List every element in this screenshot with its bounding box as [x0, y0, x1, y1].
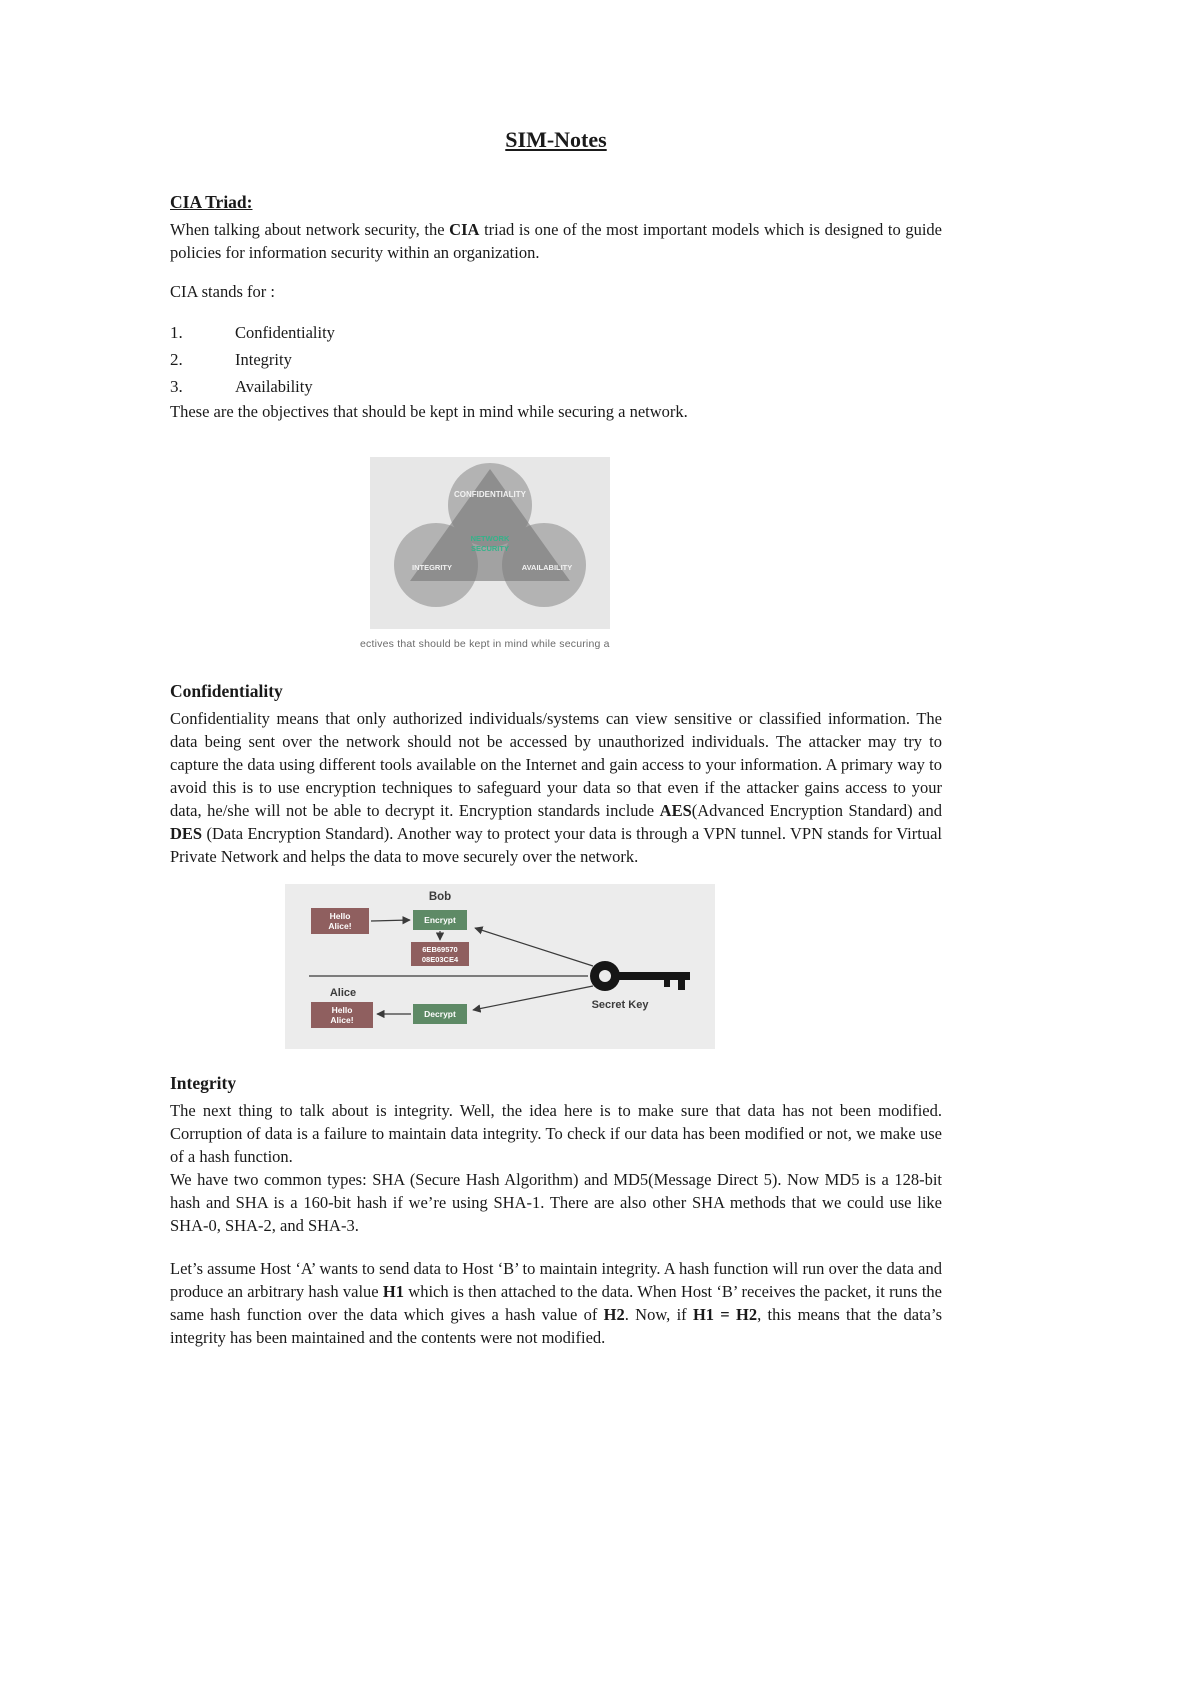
cia-closing-line: These are the objectives that should be kept in mind while securing a network. [170, 402, 688, 421]
bob-label: Bob [428, 891, 452, 903]
cia-stands-for-line: CIA stands for : [170, 282, 275, 301]
list-item-label: Availability [235, 377, 313, 396]
confidentiality-heading: Confidentiality [170, 681, 283, 701]
cia-triad-figure [360, 457, 610, 651]
encryption-diagram [285, 884, 715, 1049]
list-item [170, 373, 942, 400]
list-item-label: Integrity [235, 350, 292, 369]
list-item [170, 346, 942, 373]
confidentiality-paragraph: Confidentiality means that only authorized individuals/systems can view sensitive or classified information. The data being sent over the network should not be accessed by unauthorized individuals. The attacker may try to capture the data using different tools available on the Internet and gain access to your information. A primary way to avoid this is to use encryption techniques to safeguard your data so that even if the attacker gains access to your data, he/she will not be able to decrypt it. Encryption standards include AES(Advanced Encryption Standard) and DES (Data Encryption Standard). Another way to protect your data is through a VPN tunnel. VPN stands for Virtual Private Network and helps the data to move securely over the network. [170, 709, 943, 866]
cia-list [170, 319, 942, 400]
list-item-number: 3. [170, 377, 183, 396]
cia-intro-paragraph: When talking about network security, the CIA triad is one of the most important models which is designed to guide policies for information security within an organization. [170, 220, 942, 262]
ciphertext-line2: 08E03CE4 [421, 955, 459, 964]
triad-center-label-line2: SECURITY [471, 544, 509, 553]
triad-top-label: CONFIDENTIALITY [454, 490, 526, 499]
plaintext-alice-line2: Alice! [330, 1015, 354, 1025]
list-item-number: 1. [170, 323, 183, 342]
integrity-paragraph-1: The next thing to talk about is integrity. Well, the idea here is to make sure that data has not been modified. Corruption of data is a failure to maintain data integrity. To check if our data has been modified or not, we make use of a hash function. [170, 1101, 942, 1166]
integrity-heading: Integrity [170, 1073, 237, 1093]
cia-triad-diagram [370, 457, 610, 629]
list-item [170, 319, 942, 346]
integrity-paragraph-1b: We have two common types: SHA (Secure Hash Algorithm) and MD5(Message Direct 5). Now MD5 is a 128-bit hash and SHA is a 160-bit hash if we’re using SHA-1. There are also other SHA methods that we could use like SHA-0, SHA-2, and SHA-3. [170, 1170, 942, 1235]
ciphertext-line1: 6EB69570 [422, 945, 458, 954]
plaintext-alice-line1: Hello [331, 1005, 353, 1015]
list-item-label: Confidentiality [235, 323, 335, 342]
plaintext-bob-line1: Hello [329, 911, 351, 921]
secret-key-label: Secret Key [591, 999, 649, 1011]
plaintext-bob-line2: Alice! [328, 921, 352, 931]
alice-label: Alice [329, 987, 357, 999]
figure-caption: ectives that should be kept in mind while securing a [360, 638, 610, 650]
decrypt-label: Decrypt [424, 1009, 456, 1019]
document-content [170, 126, 942, 1349]
list-item-number: 2. [170, 350, 183, 369]
encryption-figure [285, 884, 715, 1049]
integrity-paragraph-2: Let’s assume Host ‘A’ wants to send data to Host ‘B’ to maintain integrity. A hash function will run over the data and produce an arbitrary hash value H1 which is then attached to the data. When Host ‘B’ receives the packet, it runs the same hash function over the data which gives a hash value of H2. Now, if H1 = H2, this means that the data’s integrity has been maintained and the contents were not modified. [170, 1259, 942, 1347]
cia-triad-heading: CIA Triad: [170, 192, 253, 212]
triad-bottom-left-label: INTEGRITY [411, 563, 453, 572]
triad-center-label-line1: NETWORK [470, 534, 510, 543]
triad-bottom-right-label: AVAILABILITY [521, 563, 573, 572]
page-title: SIM-Notes [505, 127, 607, 152]
encrypt-label: Encrypt [424, 915, 456, 925]
